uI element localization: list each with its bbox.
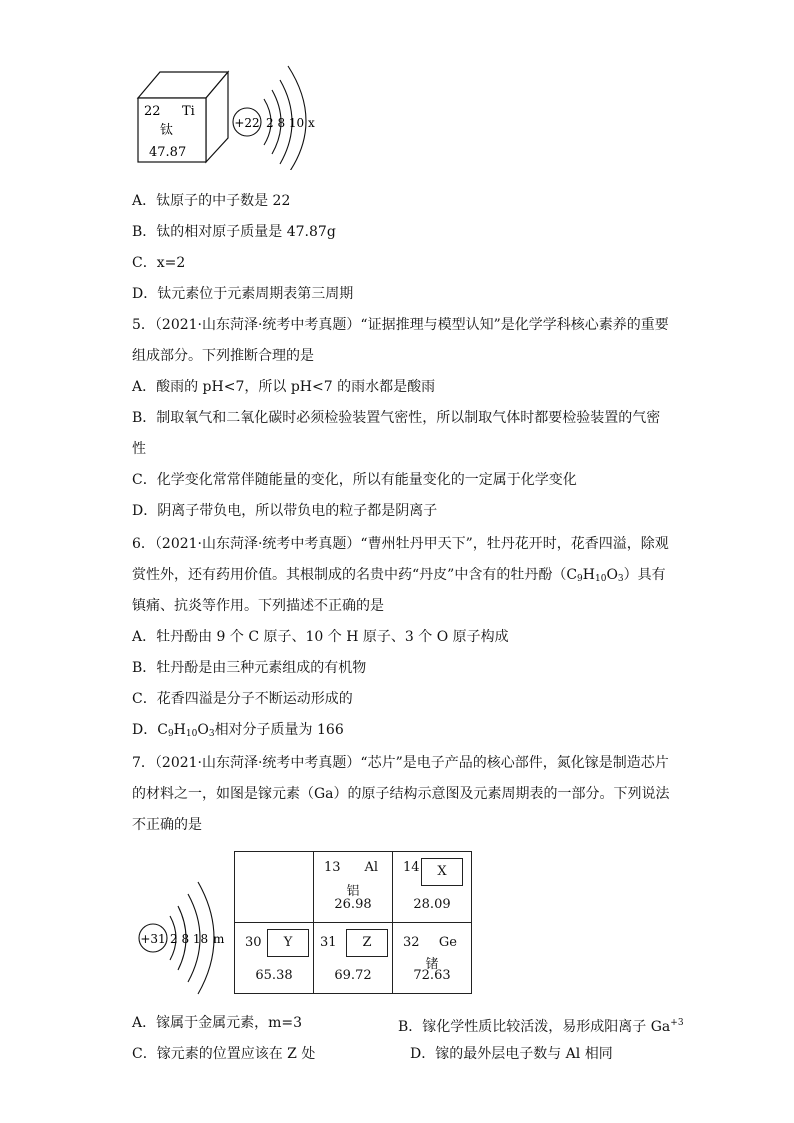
q5-option-a: A．酸雨的 pH<7，所以 pH<7 的雨水都是酸雨 (132, 379, 436, 395)
ti-outer-electrons: x (308, 116, 315, 130)
q6-option-c: C．花香四溢是分子不断运动形成的 (132, 691, 353, 707)
table-cell-al: 13 Al 铝 26.98 (314, 852, 393, 923)
q5-stem-line2: 组成部分。下列推断合理的是 (132, 348, 314, 364)
q7-stem-line2: 的材料之一，如图是镓元素（Ga）的原子结构示意图及元素周期表的一部分。下列说法 (132, 786, 670, 802)
q6-stem-line3: 镇痛、抗炎等作用。下列描述不正确的是 (132, 598, 384, 614)
q7-option-b: B．镓化学性质比较活泼，易形成阳离子 $Ga^{+3}$ (398, 1018, 684, 1035)
table-cell-empty (235, 852, 314, 923)
q7-option-a: A．镓属于金属元素，m=3 (132, 1015, 303, 1031)
q7-stem-line3: 不正确的是 (132, 817, 202, 833)
q7-option-c: C．镓元素的位置应该在 Z 处 (132, 1046, 316, 1062)
periodic-table-fragment (234, 851, 472, 994)
q7-option-d: D．镓的最外层电子数与 Al 相同 (410, 1046, 613, 1062)
ti-shell-electrons: 2 8 10 (266, 116, 305, 130)
ga-atom-diagram (136, 876, 236, 1002)
table-cell-x: 14 X 28.09 (393, 852, 472, 923)
ga-outer-electrons: m (213, 932, 225, 946)
q7-stem-line1: 7．（2021·山东菏泽·统考中考真题）“芯片”是电子产品的核心部件，氮化镓是制造芯片 (132, 755, 669, 771)
q5-option-b-line2: 性 (132, 441, 146, 457)
q6-stem-line1: 6．（2021·山东菏泽·统考中考真题）“曹州牡丹甲天下”，牡丹花开时，花香四溢，除观 (132, 536, 669, 552)
ti-nucleus-charge: +22 (234, 116, 260, 130)
q6-option-b: B．牡丹酚是由三种元素组成的有机物 (132, 660, 367, 676)
ti-number: 22 (144, 104, 161, 119)
table-cell-y: 30 Y 65.38 (235, 923, 314, 994)
ti-name: 钛 (160, 123, 174, 138)
q4-option-b: B．钛的相对原子质量是 47.87g (132, 224, 336, 240)
ga-shell-electrons: 2 8 18 (170, 932, 209, 946)
q6-stem-line2: 赏性外，还有药用价值。其根制成的名贵中药“丹皮”中含有的牡丹酚$(C_9H_{10}O_3)$具有 (132, 567, 666, 584)
ti-mass: 47.87 (149, 145, 187, 160)
q5-option-b-line1: B．制取氧气和二氧化碳时必须检验装置气密性，所以制取气体时都要检验装置的气密 (132, 410, 661, 426)
q6-option-a: A．牡丹酚由 9 个 C 原子、10 个 H 原子、3 个 O 原子构成 (132, 629, 509, 645)
table-cell-z: 31 Z 69.72 (314, 923, 393, 994)
q4-option-c: C．x=2 (132, 255, 186, 271)
q5-option-d: D．阴离子带负电，所以带负电的粒子都是阴离子 (132, 503, 438, 519)
q5-stem-line1: 5．（2021·山东菏泽·统考中考真题）“证据推理与模型认知”是化学学科核心素养的重要 (132, 317, 669, 333)
q4-option-d: D．钛元素位于元素周期表第三周期 (132, 286, 354, 302)
ti-atom-diagram (228, 60, 328, 170)
ti-element-card (136, 68, 236, 166)
q4-option-a: A．钛原子的中子数是 22 (132, 193, 291, 209)
q5-option-c: C．化学变化常常伴随能量的变化，所以有能量变化的一定属于化学变化 (132, 472, 577, 488)
table-cell-ge: 32 Ge 锗 72.63 (393, 923, 472, 994)
ti-symbol: Ti (182, 104, 195, 119)
ga-nucleus-charge: +31 (140, 932, 166, 946)
q6-option-d: D．$C_9H_{10}O_3$相对分子质量为 166 (132, 722, 344, 739)
